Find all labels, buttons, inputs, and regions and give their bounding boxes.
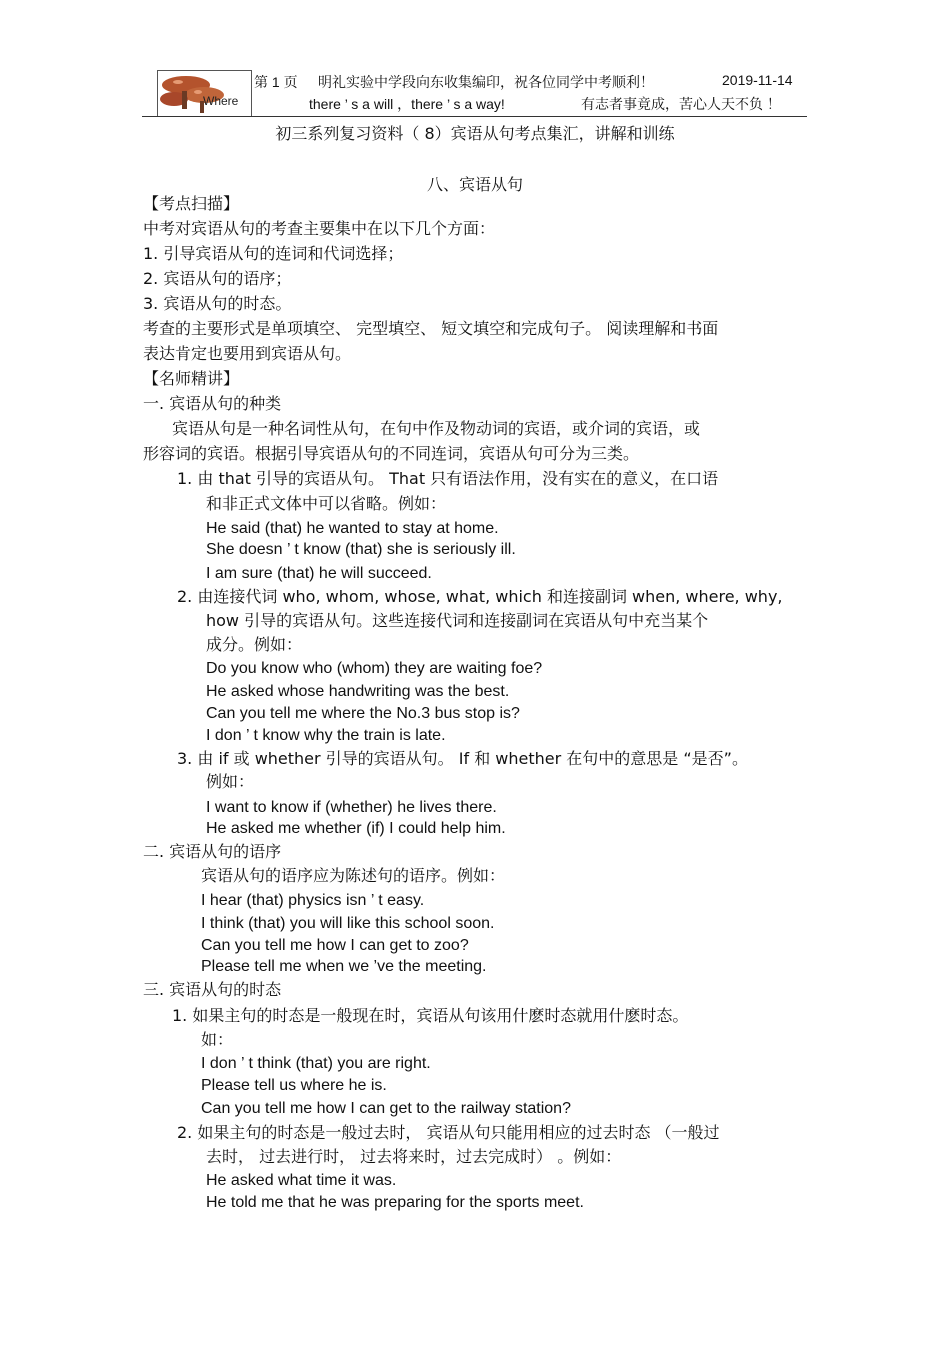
paragraph-line: 成分。例如：: [206, 635, 303, 654]
paragraph-line: 中考对宾语从句的考查主要集中在以下几个方面：: [143, 219, 496, 238]
heading-scan: 【考点扫描】: [143, 194, 240, 213]
example-sentence: I want to know if (whether) he lives there.: [206, 799, 497, 816]
paragraph-line: 表达肯定也要用到宾语从句。: [143, 344, 352, 363]
paragraph-line: 宾语从句的语序应为陈述句的语序。例如：: [201, 866, 506, 885]
example-sentence: I don ’ t think (that) you are right.: [201, 1055, 431, 1072]
paragraph-line: 例如：: [206, 772, 255, 791]
example-sentence: He said (that) he wanted to stay at home.: [206, 520, 499, 537]
example-sentence: I don ’ t know why the train is late.: [206, 727, 446, 744]
section-heading: 三. 宾语从句的时态: [143, 980, 282, 999]
header-rule: [142, 116, 807, 117]
section-heading: 一. 宾语从句的种类: [143, 394, 282, 413]
list-item: 1. 由 that 引导的宾语从句。 That 只有语法作用，没有实在的意义，在口语: [177, 469, 719, 488]
paragraph-line: 形容词的宾语。根据引导宾语从句的不同连词，宾语从句可分为三类。: [143, 444, 640, 463]
paragraph-line: 考查的主要形式是单项填空、 完型填空、 短文填空和完成句子。 阅读理解和书面: [143, 319, 719, 338]
section-title: 八、宾语从句: [426, 175, 523, 194]
example-sentence: He told me that he was preparing for the sports meet.: [206, 1194, 584, 1211]
list-item: 3. 宾语从句的时态。: [143, 294, 292, 313]
header-motto-cn: 有志者事竟成，苦心人天不负 ！: [581, 96, 781, 112]
paragraph-line: 去时， 过去进行时， 过去将来时，过去完成时） 。例如：: [206, 1147, 622, 1166]
header-slogan: 明礼实验中学段向东收集编印，祝各位同学中考顺利！: [318, 74, 654, 90]
paragraph-line: how 引导的宾语从句。这些连接代词和连接副词在宾语从句中充当某个: [206, 611, 709, 630]
example-sentence: I hear (that) physics isn ’ t easy.: [201, 892, 425, 909]
list-item: 2. 如果主句的时态是一般过去时， 宾语从句只能用相应的过去时态 （一般过: [177, 1123, 720, 1142]
paragraph-line: 如：: [201, 1030, 234, 1049]
example-sentence: I think (that) you will like this school soon.: [201, 915, 495, 932]
example-sentence: He asked what time it was.: [206, 1172, 397, 1189]
header-logo: [157, 70, 252, 117]
example-sentence: He asked me whether (if) I could help him.: [206, 820, 506, 837]
list-item: 1. 引导宾语从句的连词和代词选择；: [143, 244, 404, 263]
example-sentence: Please tell us where he is.: [201, 1077, 387, 1094]
example-sentence: Can you tell me how I can get to the railway station?: [201, 1100, 571, 1117]
doc-title: 初三系列复习资料（ 8）宾语从句考点集汇，讲解和训练: [275, 124, 675, 143]
page-label: 第 1 页: [254, 74, 298, 90]
paragraph-line: 和非正式文体中可以省略。例如：: [206, 494, 447, 513]
example-sentence: He asked whose handwriting was the best.: [206, 683, 510, 700]
example-sentence: Do you know who (whom) they are waiting foe?: [206, 660, 543, 677]
example-sentence: Can you tell me where the No.3 bus stop is?: [206, 705, 520, 722]
list-item: 2. 由连接代词 who, whom, whose, what, which 和连接副词 when, where, why,: [177, 587, 783, 606]
example-sentence: She doesn ’ t know (that) she is seriously ill.: [206, 541, 516, 558]
section-heading: 二. 宾语从句的语序: [143, 842, 282, 861]
header-motto-en: there ’ s a will ，there ’ s a way!: [309, 96, 505, 112]
example-sentence: Can you tell me how I can get to zoo?: [201, 937, 469, 954]
list-item: 3. 由 if 或 whether 引导的宾语从句。 If 和 whether 在句中的意思是 “是否”。: [177, 749, 748, 768]
example-sentence: I am sure (that) he will succeed.: [206, 565, 432, 582]
list-item: 2. 宾语从句的语序；: [143, 269, 292, 288]
logo-text: Where: [203, 94, 239, 108]
header-date: 2019-11-14: [722, 72, 793, 88]
example-sentence: Please tell me when we ’ve the meeting.: [201, 958, 487, 975]
list-item: 1. 如果主句的时态是一般现在时，宾语从句该用什麽时态就用什麽时态。: [172, 1006, 689, 1025]
paragraph-line: 宾语从句是一种名词性从句，在句中作及物动词的宾语，或介词的宾语，或: [172, 419, 701, 438]
heading-lecture: 【名师精讲】: [143, 369, 240, 388]
